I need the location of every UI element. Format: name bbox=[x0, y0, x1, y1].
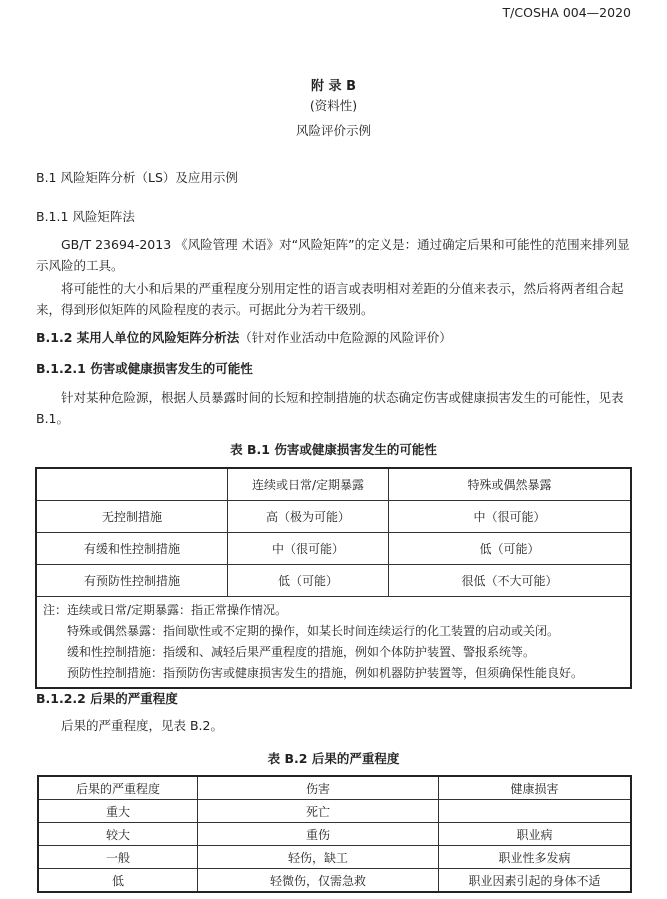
table-row bbox=[36, 533, 631, 565]
table1-caption: 表 B.1 伤害或健康损害发生的可能性 bbox=[230, 442, 437, 457]
table-notes-row bbox=[36, 597, 631, 689]
header-cell: 伤害 bbox=[198, 776, 439, 800]
appendix-type: (资料性) bbox=[309, 98, 358, 113]
cell: 轻微伤，仅需急救 bbox=[198, 869, 439, 893]
cell: 低 bbox=[38, 869, 198, 893]
section-b11-heading: B.1.1 风险矩阵法 bbox=[36, 209, 135, 224]
severity-table bbox=[37, 775, 632, 893]
table-row bbox=[38, 869, 631, 893]
cell: 重伤 bbox=[198, 823, 439, 846]
header-cell: 健康损害 bbox=[439, 776, 632, 800]
cell: 较大 bbox=[38, 823, 198, 846]
cell: 一般 bbox=[38, 846, 198, 869]
note-line: 注：连续或日常/定期暴露：指正常操作情况。 bbox=[43, 603, 288, 617]
cell: 低（可能） bbox=[389, 533, 632, 565]
cell: 职业病 bbox=[439, 823, 632, 846]
cell: 职业因素引起的身体不适 bbox=[439, 869, 632, 893]
table-row bbox=[38, 823, 631, 846]
paragraph: 针对某种危险源，根据人员暴露时间的长短和控制措施的状态确定伤害或健康损害发生的可能性，见表 B.1。 bbox=[36, 390, 624, 426]
likelihood-table bbox=[35, 467, 632, 689]
table-row bbox=[38, 800, 631, 823]
note-line: 缓和性控制措施：指缓和、减轻后果严重程度的措施，例如个体防护装置、警报系统等。 bbox=[67, 645, 536, 659]
paragraph: GB/T 23694-2013 《风险管理 术语》对“风险矩阵”的定义是：通过确定后果和可能性的范围来排列显示风险的工具。 bbox=[36, 237, 630, 273]
section-b122-heading: B.1.2.2 后果的严重程度 bbox=[36, 691, 178, 706]
paragraph: 后果的严重程度，见表 B.2。 bbox=[61, 718, 223, 733]
cell: 低（可能） bbox=[228, 565, 389, 597]
cell: 职业性多发病 bbox=[439, 846, 632, 869]
cell: 中（很可能） bbox=[389, 501, 632, 533]
document-id: T/COSHA 004—2020 bbox=[502, 5, 631, 20]
cell: 有缓和性控制措施 bbox=[36, 533, 228, 565]
note-line: 预防性控制措施：指预防伤害或健康损害发生的措施，例如机器防护装置等，但须确保性能良好。 bbox=[67, 666, 584, 680]
cell: 中（很可能） bbox=[228, 533, 389, 565]
paragraph: 将可能性的大小和后果的严重程度分别用定性的语言或表明相对差距的分值来表示，然后将两者组合起来，得到形似矩阵的风险程度的表示。可据此分为若干级别。 bbox=[36, 281, 624, 317]
section-b1-heading: B.1 风险矩阵分析（LS）及应用示例 bbox=[36, 170, 238, 185]
header-cell: 连续或日常/定期暴露 bbox=[228, 468, 389, 501]
header-cell bbox=[36, 468, 228, 501]
header-cell: 特殊或偶然暴露 bbox=[389, 468, 632, 501]
note-line: 特殊或偶然暴露：指间歇性或不定期的操作，如某长时间连续运行的化工装置的启动或关闭。 bbox=[67, 624, 560, 638]
cell: 无控制措施 bbox=[36, 501, 228, 533]
cell: 轻伤，缺工 bbox=[198, 846, 439, 869]
heading-note: （针对作业活动中危险源的风险评价） bbox=[239, 330, 452, 345]
appendix-subtitle: 风险评价示例 bbox=[295, 123, 371, 138]
table-header-row bbox=[38, 776, 631, 800]
table2-caption: 表 B.2 后果的严重程度 bbox=[267, 751, 400, 766]
heading-text: B.1.2 某用人单位的风险矩阵分析法 bbox=[36, 330, 240, 345]
appendix-title: 附 录 B bbox=[311, 79, 356, 94]
table-header-row bbox=[36, 468, 631, 501]
table-row bbox=[38, 846, 631, 869]
cell: 重大 bbox=[38, 800, 198, 823]
cell: 有预防性控制措施 bbox=[36, 565, 228, 597]
table-notes bbox=[36, 597, 631, 689]
table-row bbox=[36, 501, 631, 533]
cell bbox=[439, 800, 632, 823]
section-b121-heading: B.1.2.1 伤害或健康损害发生的可能性 bbox=[36, 361, 253, 376]
header-cell: 后果的严重程度 bbox=[38, 776, 198, 800]
cell: 死亡 bbox=[198, 800, 439, 823]
cell: 高（极为可能） bbox=[228, 501, 389, 533]
cell: 很低（不大可能） bbox=[389, 565, 632, 597]
section-b12-heading bbox=[36, 328, 452, 346]
table-row bbox=[36, 565, 631, 597]
